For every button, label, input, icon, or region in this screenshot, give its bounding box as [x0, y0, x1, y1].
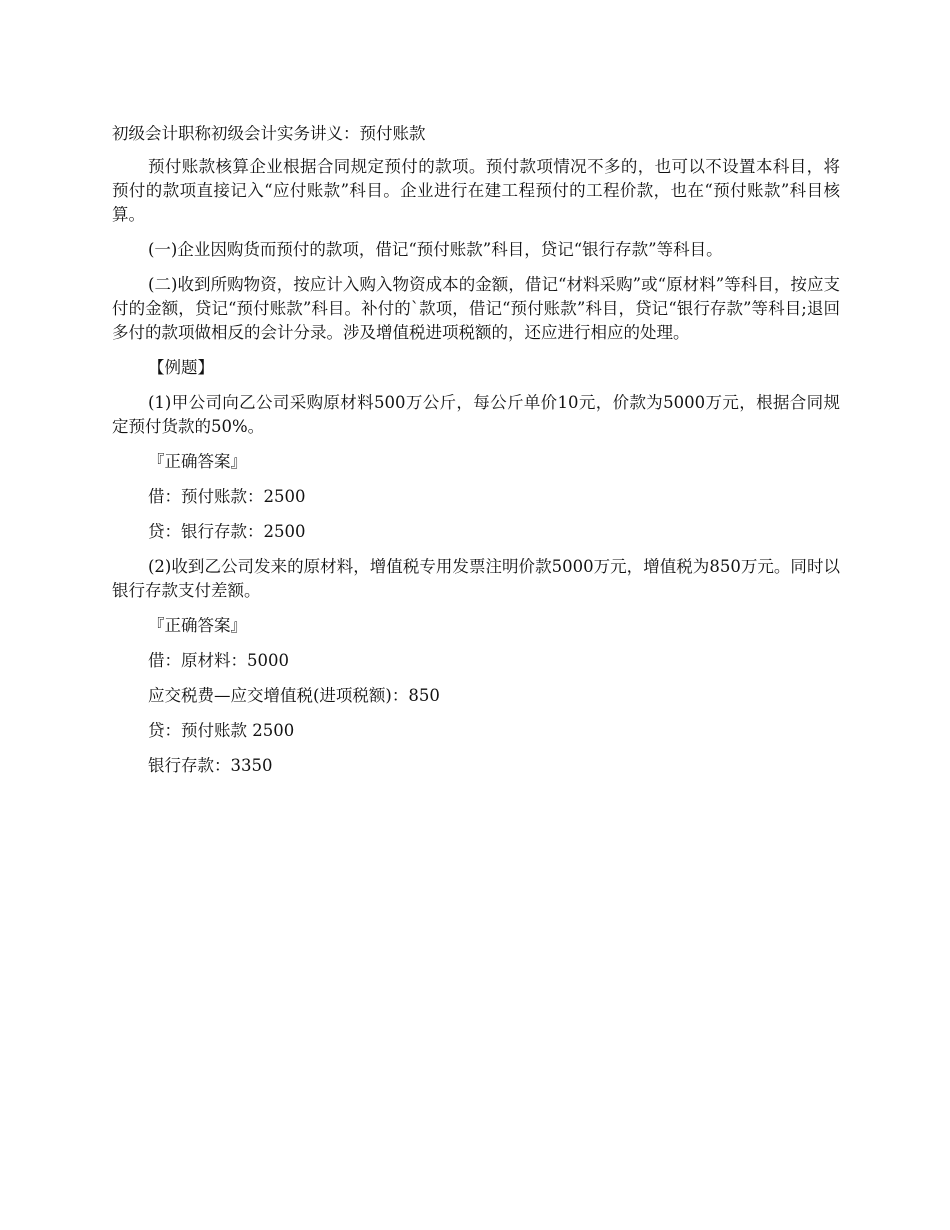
journal-entry-line: 贷：预付账款 2500 — [148, 721, 295, 740]
journal-entry-line: 借：预付账款：2500 — [148, 487, 306, 506]
example-question-two: (2)收到乙公司发来的原材料，增值税专用发票注明价款5000万元，增值税为850万元。同时以银行存款支付差额。 — [112, 557, 840, 600]
document-page — [112, 122, 840, 789]
answer-heading-one: 『正确答案』 — [148, 452, 247, 471]
paragraph-rule-one: (一)企业因购货而预付的款项，借记“预付账款”科目，贷记“银行存款”等科目。 — [148, 240, 723, 259]
paragraph-rule-two: (二)收到所购物资，按应计入购入物资成本的金额，借记“材料采购”或“原材料”等科目，按应支付的金额，贷记“预付账款”科目。补付的`款项，借记“预付账款”科目，贷记“银行存款”等科目;退回多付的款项做相反的会计分录。涉及增值税进项税额的，还应进行相应的处理。 — [112, 275, 840, 342]
paragraph-intro: 预付账款核算企业根据合同规定预付的款项。预付款项情况不多的，也可以不设置本科目，将预付的款项直接记入“应付账款”科目。企业进行在建工程预付的工程价款，也在“预付账款”科目核算。 — [112, 157, 840, 224]
journal-entry-line: 贷：银行存款：2500 — [148, 522, 306, 541]
example-heading: 【例题】 — [148, 358, 214, 377]
example-question-one: (1)甲公司向乙公司采购原材料500万公斤，每公斤单价10元，价款为5000万元，根据合同规定预付货款的50%。 — [112, 393, 840, 436]
journal-entry-line: 银行存款：3350 — [148, 756, 273, 775]
answer-heading-two: 『正确答案』 — [148, 616, 247, 635]
journal-entry-line: 借：原材料：5000 — [148, 651, 289, 670]
journal-entry-line: 应交税费—应交增值税(进项税额)：850 — [148, 686, 440, 705]
document-title: 初级会计职称初级会计实务讲义：预付账款 — [112, 124, 426, 143]
